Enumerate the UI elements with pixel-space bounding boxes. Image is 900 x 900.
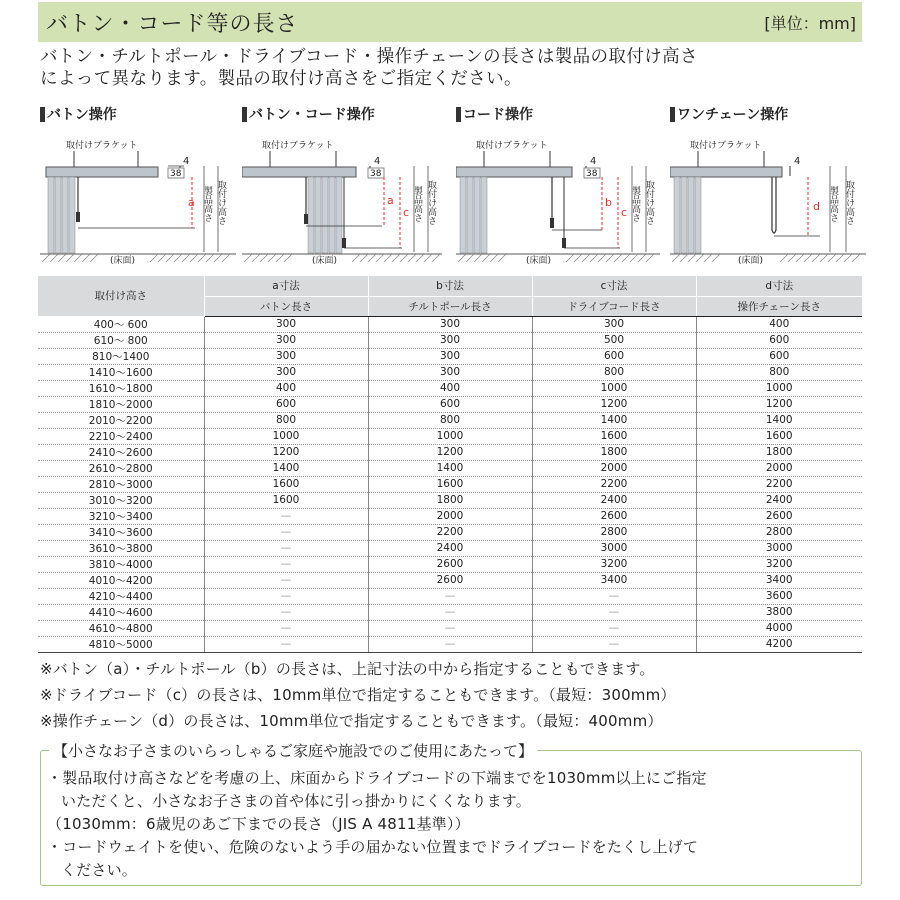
table-row xyxy=(38,316,862,332)
table-row xyxy=(38,364,862,380)
title-bar xyxy=(38,2,862,42)
svg-text:4: 4 xyxy=(374,156,381,167)
cell-length: 2200 xyxy=(696,476,862,492)
table-row xyxy=(38,476,862,492)
intro-line-2: によって異なります。製品の取付け高さをご指定ください。 xyxy=(40,69,522,89)
cell-length: 2400 xyxy=(532,492,696,508)
caution-box xyxy=(40,742,862,886)
baton-cord-diagram-svg xyxy=(242,130,452,270)
cell-mount-height: 1610～1800 xyxy=(38,380,204,396)
cell-length: 2000 xyxy=(368,508,532,524)
heading-marker xyxy=(456,107,461,122)
table-row xyxy=(38,636,862,652)
svg-text:38: 38 xyxy=(586,169,598,179)
cell-length: 300 xyxy=(532,316,696,332)
cell-length: — xyxy=(204,540,368,556)
caution-line-1: ・製品取付け高さなどを考慮の上、床面からドライブコードの下端までを1030mm以上にご指定 xyxy=(47,769,707,787)
cell-length: 2400 xyxy=(696,492,862,508)
header-dim-d: d寸法 xyxy=(696,276,862,296)
cell-length: — xyxy=(204,556,368,572)
svg-text:取付け高さ: 取付け高さ xyxy=(844,180,854,225)
cell-length: — xyxy=(204,524,368,540)
cell-mount-height: 3410～3600 xyxy=(38,524,204,540)
note-3: ※操作チェーン（d）の長さは、10mm単位で指定することもできます。（最短：400mm） xyxy=(40,712,663,730)
cell-length: 300 xyxy=(204,364,368,380)
cell-length: 4200 xyxy=(696,636,862,652)
cell-length: 400 xyxy=(368,380,532,396)
cell-length: 1400 xyxy=(696,412,862,428)
cell-length: — xyxy=(368,636,532,652)
diagram-baton-cord xyxy=(242,104,442,274)
table-row xyxy=(38,396,862,412)
svg-text:製品高さ: 製品高さ xyxy=(412,186,422,222)
cell-length: — xyxy=(204,636,368,652)
cell-length: 1600 xyxy=(696,428,862,444)
svg-text:(床面): (床面) xyxy=(738,256,764,266)
cell-length: 2600 xyxy=(368,556,532,572)
cell-length: 600 xyxy=(696,332,862,348)
cell-length: 800 xyxy=(204,412,368,428)
cell-length: 1000 xyxy=(532,380,696,396)
header-name-c: ドライブコード長さ xyxy=(532,296,696,316)
svg-text:a: a xyxy=(387,194,394,207)
cell-mount-height: 610～ 800 xyxy=(38,332,204,348)
cell-length: 1800 xyxy=(532,444,696,460)
caution-line-2: いただくと、小さなお子さまの首や体に引っ掛かりにくくなります。 xyxy=(61,792,532,810)
cell-length: 1200 xyxy=(696,396,862,412)
diagram-one-chain xyxy=(670,104,870,274)
heading-marker xyxy=(670,107,675,122)
cell-length: 1400 xyxy=(204,460,368,476)
table-row xyxy=(38,380,862,396)
cell-length: 600 xyxy=(532,348,696,364)
caution-line-5: ください。 xyxy=(61,861,138,879)
cell-length: 2800 xyxy=(532,524,696,540)
cell-length: 3400 xyxy=(696,572,862,588)
cell-length: 2000 xyxy=(696,460,862,476)
diagram-title: ワンチェーン操作 xyxy=(677,107,789,123)
cell-mount-height: 4610～4800 xyxy=(38,620,204,636)
cell-length: 2200 xyxy=(368,524,532,540)
svg-text:製品高さ: 製品高さ xyxy=(630,186,640,222)
caution-line-3: （1030mm：6歳児のあご下までの長さ（JIS A 4811基準）） xyxy=(47,815,470,833)
cell-length: 1600 xyxy=(204,492,368,508)
cell-mount-height: 3210～3400 xyxy=(38,508,204,524)
cell-length: 800 xyxy=(532,364,696,380)
header-dim-b: b寸法 xyxy=(368,276,532,296)
one-chain-diagram-svg xyxy=(670,130,870,270)
cell-length: — xyxy=(532,636,696,652)
cell-length: 1000 xyxy=(696,380,862,396)
length-spec-table xyxy=(38,276,862,653)
note-2: ※ドライブコード（c）の長さは、10mm単位で指定することもできます。（最短：300mm） xyxy=(40,686,676,704)
header-name-d: 操作チェーン長さ xyxy=(696,296,862,316)
table-row xyxy=(38,444,862,460)
cell-mount-height: 3610～3800 xyxy=(38,540,204,556)
cell-length: 3200 xyxy=(532,556,696,572)
cell-mount-height: 4410～4600 xyxy=(38,604,204,620)
cell-length: 300 xyxy=(368,364,532,380)
cell-length: 2600 xyxy=(532,508,696,524)
cell-mount-height: 3010～3200 xyxy=(38,492,204,508)
header-dim-a: a寸法 xyxy=(204,276,368,296)
cell-length: 1400 xyxy=(368,460,532,476)
cell-length: 1200 xyxy=(204,444,368,460)
svg-text:4: 4 xyxy=(183,156,190,167)
cell-length: 3800 xyxy=(696,604,862,620)
cell-mount-height: 3810～4000 xyxy=(38,556,204,572)
svg-text:38: 38 xyxy=(370,169,382,179)
caution-title: 【小さなお子さまのいらっしゃるご家庭や施設でのご使用にあたって】 xyxy=(49,740,537,761)
cell-length: 2400 xyxy=(368,540,532,556)
cell-mount-height: 2410～2600 xyxy=(38,444,204,460)
baton-diagram-svg xyxy=(40,130,240,270)
cell-length: 1600 xyxy=(532,428,696,444)
table-row xyxy=(38,412,862,428)
cell-length: — xyxy=(204,508,368,524)
cell-length: 2800 xyxy=(696,524,862,540)
cell-length: 3400 xyxy=(532,572,696,588)
heading-marker xyxy=(40,107,45,122)
table-row xyxy=(38,572,862,588)
cell-length: 300 xyxy=(204,332,368,348)
svg-text:38: 38 xyxy=(170,169,182,179)
diagram-title: バトン・コード操作 xyxy=(249,107,375,123)
cell-mount-height: 4810～5000 xyxy=(38,636,204,652)
cell-length: 600 xyxy=(204,396,368,412)
cell-length: 400 xyxy=(204,380,368,396)
svg-text:a: a xyxy=(188,196,195,209)
cell-mount-height: 2210～2400 xyxy=(38,428,204,444)
svg-text:取付け高さ: 取付け高さ xyxy=(426,180,436,225)
table-row xyxy=(38,428,862,444)
cell-length: 1800 xyxy=(696,444,862,460)
svg-text:取付け高さ: 取付け高さ xyxy=(216,180,226,225)
table-row xyxy=(38,332,862,348)
cell-length: 1000 xyxy=(368,428,532,444)
cell-mount-height: 2610～2800 xyxy=(38,460,204,476)
cell-length: — xyxy=(368,604,532,620)
diagram-title: コード操作 xyxy=(463,107,533,123)
cell-length: — xyxy=(532,620,696,636)
table-row xyxy=(38,556,862,572)
cell-length: 2600 xyxy=(696,508,862,524)
cell-length: 800 xyxy=(368,412,532,428)
cell-mount-height: 1410～1600 xyxy=(38,364,204,380)
cell-length: 300 xyxy=(204,316,368,332)
cell-mount-height: 400～ 600 xyxy=(38,316,204,332)
table-row xyxy=(38,604,862,620)
cell-length: 1600 xyxy=(204,476,368,492)
cell-length: — xyxy=(368,620,532,636)
table-body xyxy=(38,316,862,652)
table-row xyxy=(38,492,862,508)
cell-length: 600 xyxy=(696,348,862,364)
cell-length: — xyxy=(368,588,532,604)
svg-text:取付け高さ: 取付け高さ xyxy=(644,180,654,225)
header-name-a: バトン長さ xyxy=(204,296,368,316)
cell-length: 3000 xyxy=(696,540,862,556)
svg-text:取付けブラケット: 取付けブラケット xyxy=(690,141,762,151)
unit-label: [単位：mm] xyxy=(764,13,856,33)
cell-mount-height: 4010～4200 xyxy=(38,572,204,588)
svg-text:4: 4 xyxy=(794,156,801,167)
table-row xyxy=(38,540,862,556)
note-1: ※バトン（a）・チルトポール（b）の長さは、上記寸法の中から指定することもできます。 xyxy=(40,660,655,678)
cell-mount-height: 1810～2000 xyxy=(38,396,204,412)
header-mount-height: 取付け高さ xyxy=(38,276,204,316)
cell-length: — xyxy=(204,620,368,636)
cell-length: 300 xyxy=(368,332,532,348)
cell-mount-height: 810～1400 xyxy=(38,348,204,364)
table-row xyxy=(38,524,862,540)
cell-length: — xyxy=(532,604,696,620)
cell-length: 400 xyxy=(696,316,862,332)
cell-length: 1000 xyxy=(204,428,368,444)
cell-length: — xyxy=(532,588,696,604)
cell-length: — xyxy=(204,588,368,604)
cell-length: 500 xyxy=(532,332,696,348)
cell-mount-height: 2810～3000 xyxy=(38,476,204,492)
svg-text:(床面): (床面) xyxy=(312,256,338,266)
svg-text:d: d xyxy=(813,200,820,213)
table-row xyxy=(38,508,862,524)
table-row xyxy=(38,620,862,636)
cell-length: 1400 xyxy=(532,412,696,428)
svg-text:製品高さ: 製品高さ xyxy=(202,186,212,222)
bracket-label: 取付けブラケット xyxy=(66,141,138,151)
cell-length: 1200 xyxy=(532,396,696,412)
table-row xyxy=(38,588,862,604)
cell-mount-height: 4210～4400 xyxy=(38,588,204,604)
cell-length: 2600 xyxy=(368,572,532,588)
cell-mount-height: 2010～2200 xyxy=(38,412,204,428)
svg-text:取付けブラケット: 取付けブラケット xyxy=(262,141,334,151)
table-row xyxy=(38,348,862,364)
svg-text:製品高さ: 製品高さ xyxy=(828,186,838,222)
diagram-cord xyxy=(456,104,656,274)
cell-length: — xyxy=(204,572,368,588)
cell-length: 300 xyxy=(368,316,532,332)
intro-text xyxy=(40,46,870,90)
cell-length: 300 xyxy=(204,348,368,364)
cell-length: 2000 xyxy=(532,460,696,476)
header-name-b: チルトポール長さ xyxy=(368,296,532,316)
cell-length: 2200 xyxy=(532,476,696,492)
svg-text:取付けブラケット: 取付けブラケット xyxy=(476,141,548,151)
header-dim-c: c寸法 xyxy=(532,276,696,296)
cell-length: — xyxy=(204,604,368,620)
cell-length: 3600 xyxy=(696,588,862,604)
intro-line-1: バトン・チルトポール・ドライブコード・操作チェーンの長さは製品の取付け高さ xyxy=(40,47,698,67)
heading-marker xyxy=(242,107,247,122)
cell-length: 600 xyxy=(368,396,532,412)
svg-text:c: c xyxy=(403,206,410,219)
diagram-baton xyxy=(40,104,240,274)
table-row xyxy=(38,460,862,476)
cell-length: 3200 xyxy=(696,556,862,572)
notes xyxy=(40,656,676,734)
diagram-title: バトン操作 xyxy=(47,107,117,123)
caution-line-4: ・コードウェイトを使い、危険のないよう手の届かない位置までドライブコードをたくし上げて xyxy=(47,838,699,856)
page-title: バトン・コード等の長さ xyxy=(46,11,299,37)
svg-text:b: b xyxy=(605,196,612,209)
cell-length: 300 xyxy=(368,348,532,364)
svg-text:(床面): (床面) xyxy=(110,256,136,266)
cell-length: 4000 xyxy=(696,620,862,636)
cell-length: 800 xyxy=(696,364,862,380)
cell-length: 1600 xyxy=(368,476,532,492)
svg-text:4: 4 xyxy=(590,156,597,167)
caution-body xyxy=(47,767,707,882)
svg-text:(床面): (床面) xyxy=(526,256,552,266)
cell-length: 1200 xyxy=(368,444,532,460)
cell-length: 1800 xyxy=(368,492,532,508)
cord-diagram-svg xyxy=(456,130,666,270)
svg-text:c: c xyxy=(621,206,628,219)
cell-length: 3000 xyxy=(532,540,696,556)
